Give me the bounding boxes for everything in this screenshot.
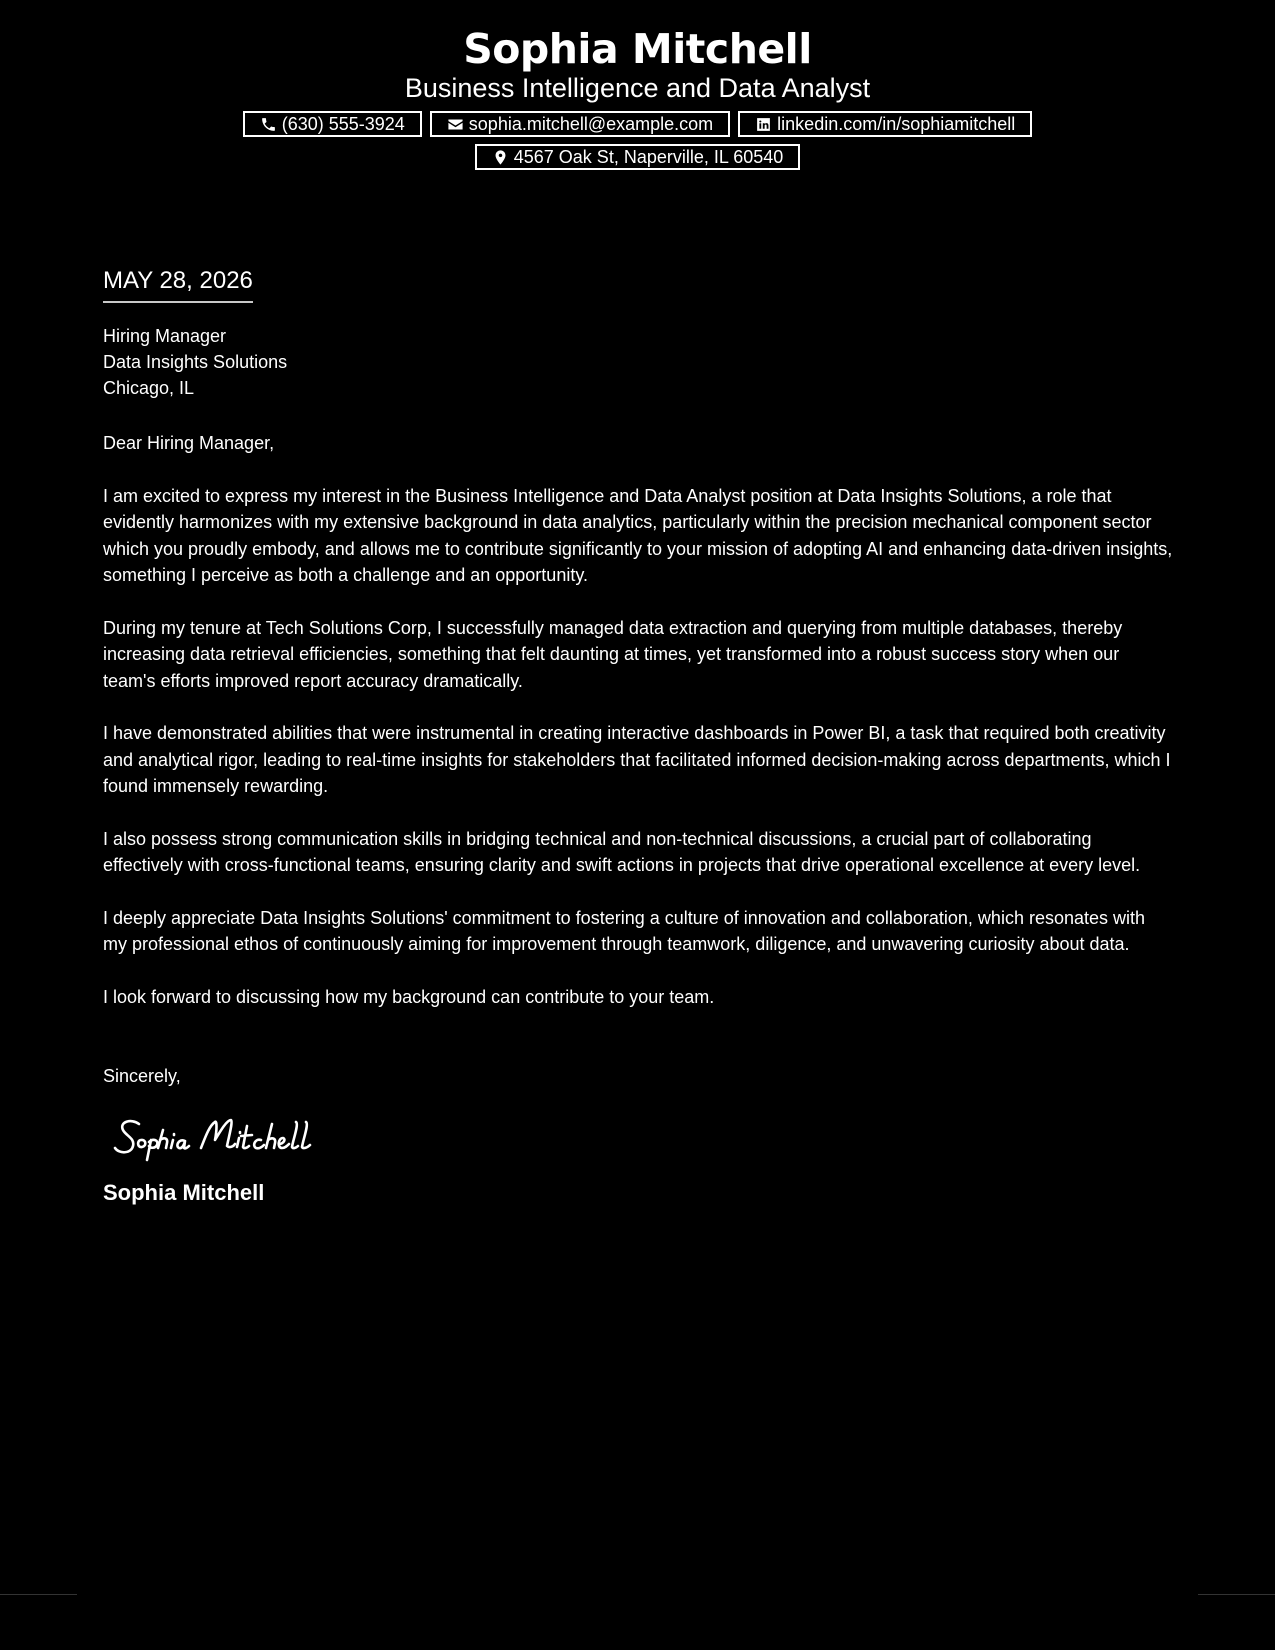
- applicant-name: Sophia Mitchell: [463, 25, 812, 73]
- signer-name: Sophia Mitchell: [103, 1179, 265, 1205]
- linkedin-icon: [755, 116, 772, 133]
- paragraph: I deeply appreciate Data Insights Solutions' commitment to fostering a culture of innovation and collaboration, which resonates with my professional ethos of continuously aiming for improvement through teamwork, diligence, and unwavering curiosity about data.: [103, 907, 1146, 954]
- paragraph: I also possess strong communication skills in bridging technical and non-technical discussions, a crucial part of collaborating effectively with cross-functional teams, ensuring clarity and swift actions in projects that drive operational excellence at every level.: [103, 828, 1141, 875]
- paragraph: I have demonstrated abilities that were instrumental in creating interactive dashboards in Power BI, a task that required both creativity and analytical rigor, leading to real-time insights for stakeholders that facilitated informed decision-making across departments, which I found immensely rewarding.: [103, 723, 1171, 796]
- applicant-title: Business Intelligence and Data Analyst: [404, 73, 871, 103]
- salutation: Dear Hiring Manager,: [103, 433, 275, 453]
- phone-icon: [260, 116, 277, 133]
- recipient-block: [103, 323, 1173, 401]
- contact-row: [0, 111, 1275, 137]
- handwritten-signature: [111, 1110, 1173, 1166]
- phone-chip[interactable]: [243, 111, 422, 137]
- address-chip[interactable]: [475, 144, 801, 170]
- recipient-location: Chicago, IL: [103, 378, 195, 398]
- signature-image: [111, 1110, 361, 1166]
- linkedin-chip[interactable]: [738, 111, 1032, 137]
- linkedin-text: linkedin.com/in/sophiamitchell: [777, 113, 1016, 134]
- paragraph: During my tenure at Tech Solutions Corp, I successfully managed data extraction and querying from multiple databases, thereby increasing data retrieval efficiencies, something that felt daunting at times, yet transformed into a robust success story when our team's efforts improved report accuracy dramatically.: [103, 617, 1123, 691]
- recipient-role: Hiring Manager: [103, 326, 227, 346]
- address-text: 4567 Oak St, Naperville, IL 60540: [513, 146, 784, 167]
- map-marker-icon: [492, 149, 509, 166]
- closing: Sincerely,: [103, 1066, 181, 1086]
- footer-rule-left: [0, 1594, 77, 1595]
- address-row: [0, 144, 1275, 170]
- phone-text: (630) 555-3924: [281, 113, 405, 134]
- letter-date: MAY 28, 2026: [103, 265, 253, 303]
- paragraph: I am excited to express my interest in the Business Intelligence and Data Analyst position at Data Insights Solutions, a role that evidently harmonizes with my extensive background in data analytics, particularly within the precision mechanical component sector which you proudly embody, and allows me to contribute significantly to your mission of adopting AI and enhancing data-driven insights, something I perceive as both a challenge and an opportunity.: [103, 485, 1173, 585]
- email-chip[interactable]: [430, 111, 730, 137]
- footer-rule-right: [1198, 1594, 1275, 1595]
- envelope-icon: [447, 116, 464, 133]
- recipient-company: Data Insights Solutions: [103, 352, 288, 372]
- paragraph: I look forward to discussing how my background can contribute to your team.: [103, 986, 715, 1007]
- email-text: sophia.mitchell@example.com: [468, 113, 714, 134]
- letter-header: [0, 22, 1275, 170]
- letter-body: [103, 265, 1173, 1208]
